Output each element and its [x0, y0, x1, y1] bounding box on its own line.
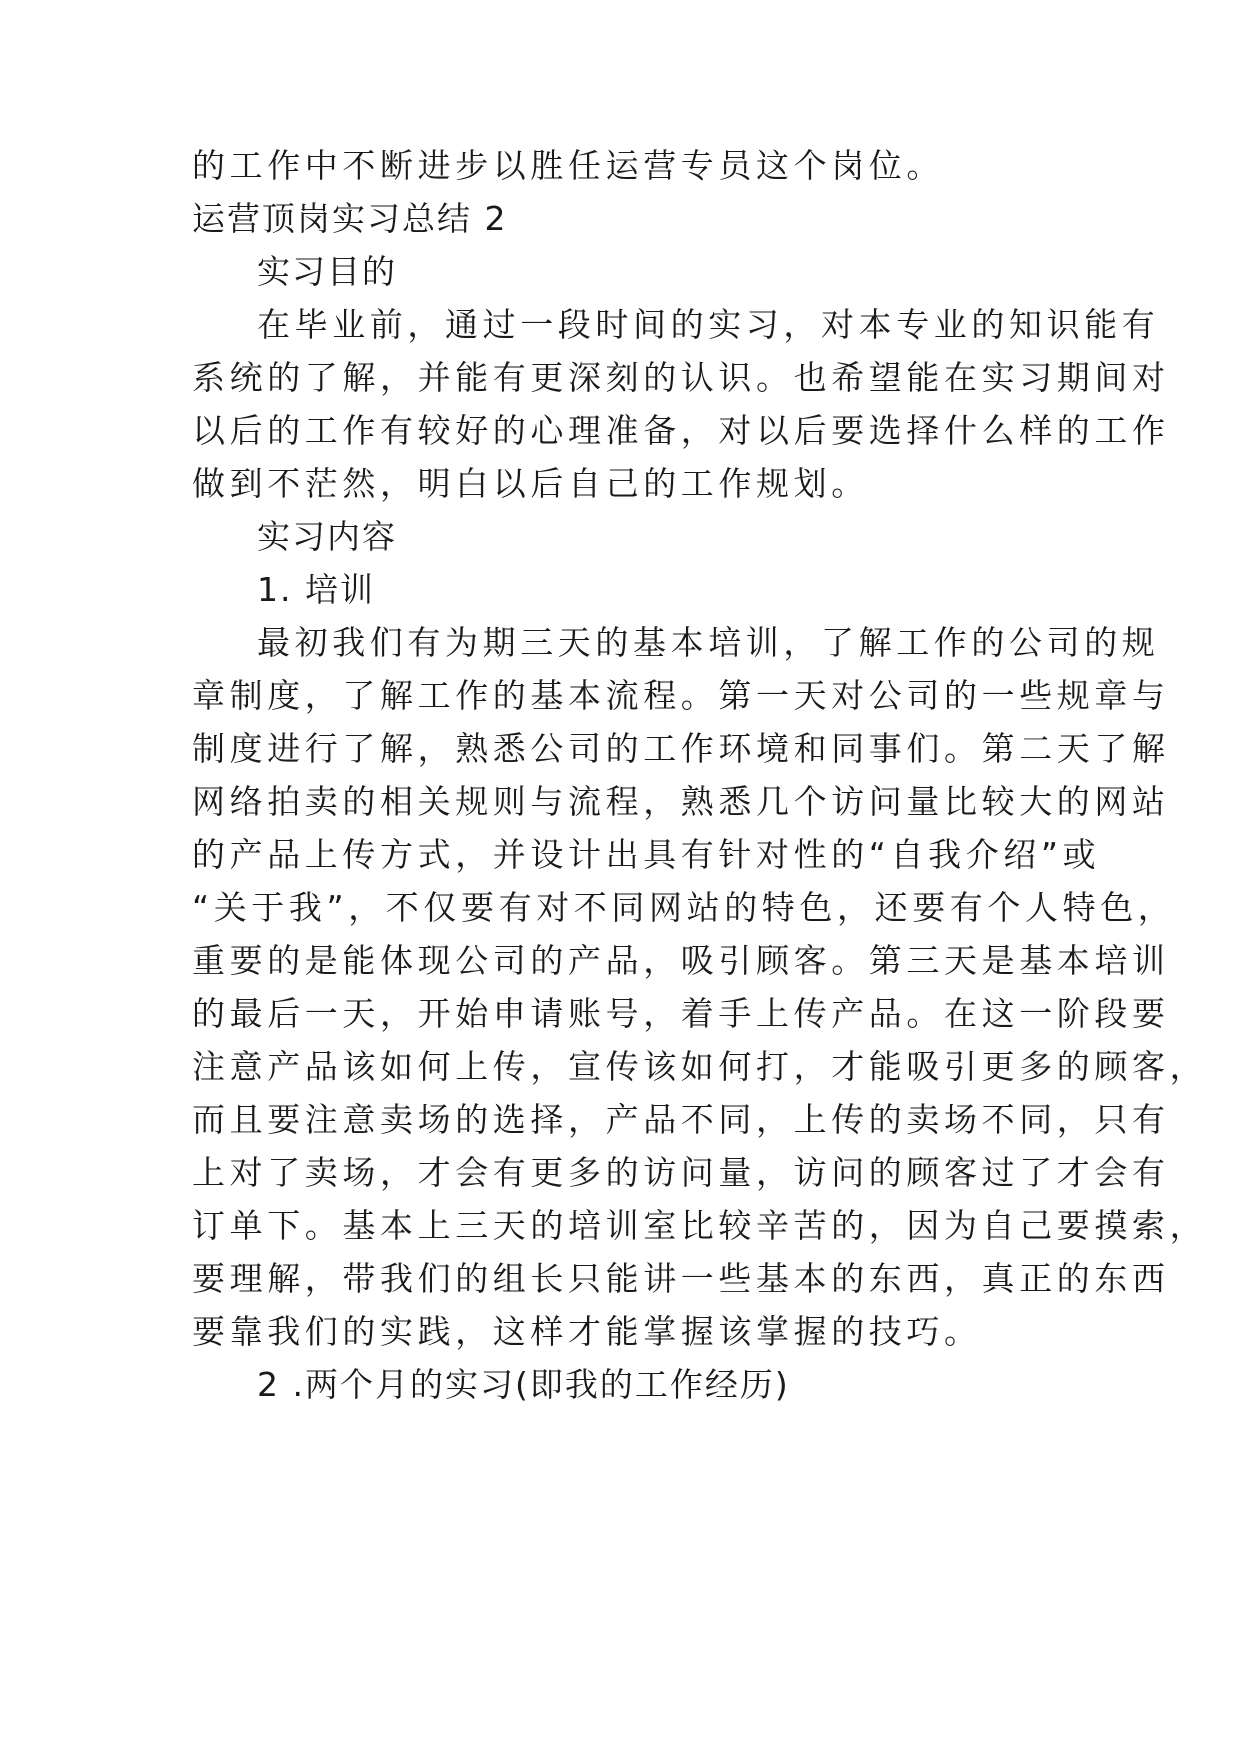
section-title: 运营顶岗实习总结 2 [192, 199, 508, 238]
body-text-line: 章制度，了解工作的基本流程。第一天对公司的一些规章与 [192, 676, 1170, 715]
body-text-line: 在毕业前，通过一段时间的实习，对本专业的知识能有 [257, 305, 1160, 344]
subheading-internship-content: 实习内容 [257, 517, 397, 556]
subheading-internship-purpose: 实习目的 [257, 252, 397, 291]
subheading-training: 1. 培训 [257, 570, 375, 609]
body-text-line: 最初我们有为期三天的基本培训，了解工作的公司的规 [257, 623, 1160, 662]
body-text-line: 系统的了解，并能有更深刻的认识。也希望能在实习期间对 [192, 358, 1170, 397]
body-text-line: 做到不茫然，明白以后自己的工作规划。 [192, 464, 869, 503]
body-text-line: 而且要注意卖场的选择，产品不同，上传的卖场不同，只有 [192, 1100, 1170, 1139]
body-text-line: 网络拍卖的相关规则与流程，熟悉几个访问量比较大的网站 [192, 782, 1170, 821]
body-text-line: 的最后一天，开始申请账号，着手上传产品。在这一阶段要 [192, 994, 1170, 1033]
body-text-line: “关于我”，不仅要有对不同网站的特色，还要有个人特色， [192, 888, 1176, 927]
body-text-line: 重要的是能体现公司的产品，吸引顾客。第三天是基本培训 [192, 941, 1170, 980]
body-text-line: 注意产品该如何上传，宣传该如何打，才能吸引更多的顾客， [192, 1047, 1208, 1086]
body-text-line: 制度进行了解，熟悉公司的工作环境和同事们。第二天了解 [192, 729, 1170, 768]
body-text-line: 要理解，带我们的组长只能讲一些基本的东西，真正的东西 [192, 1259, 1170, 1298]
body-text-line: 订单下。基本上三天的培训室比较辛苦的，因为自己要摸索， [192, 1206, 1208, 1245]
body-text-line: 的工作中不断进步以胜任运营专员这个岗位。 [192, 146, 944, 185]
body-text-line: 上对了卖场，才会有更多的访问量，访问的顾客过了才会有 [192, 1153, 1170, 1192]
body-text-line: 要靠我们的实践，这样才能掌握该掌握的技巧。 [192, 1312, 982, 1351]
body-text-line: 的产品上传方式，并设计出具有针对性的“自我介绍”或 [192, 835, 1101, 874]
body-text-line: 以后的工作有较好的心理准备，对以后要选择什么样的工作 [192, 411, 1170, 450]
subheading-two-month-internship: 2 .两个月的实习(即我的工作经历) [257, 1365, 790, 1404]
